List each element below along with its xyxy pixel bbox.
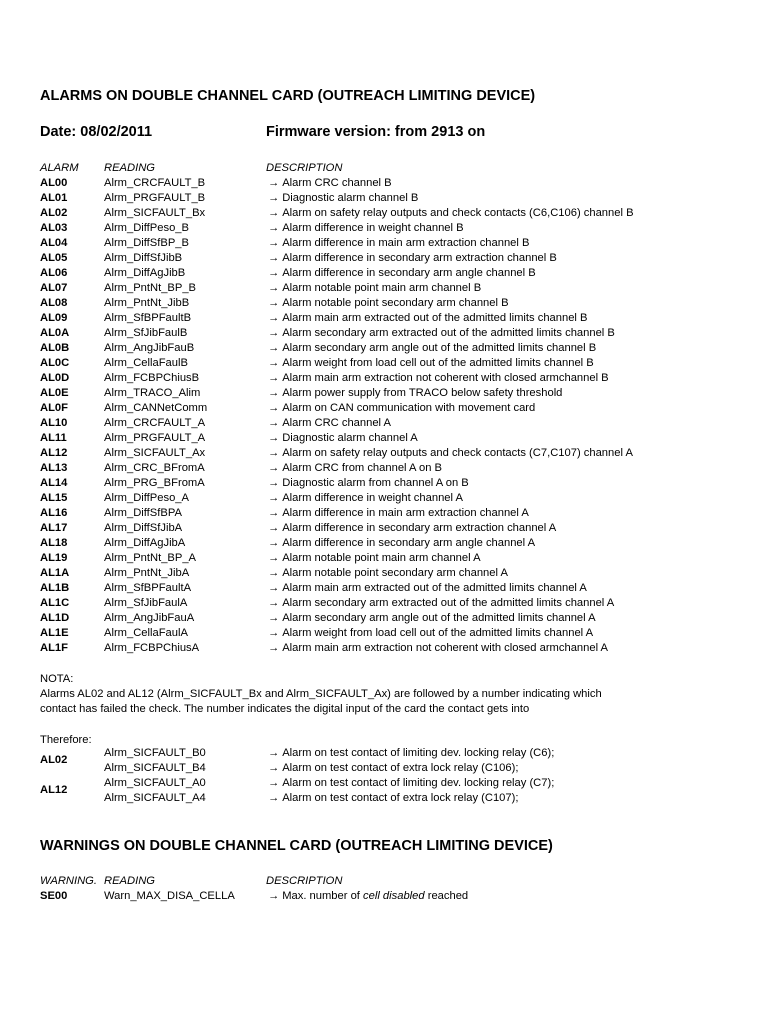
therefore-row bbox=[0, 761, 768, 776]
alarm-row bbox=[0, 326, 768, 341]
alarm-row bbox=[0, 416, 768, 431]
alarm-description-text: Alarm weight from load cell out of the admitted limits channel B bbox=[282, 357, 594, 369]
alarm-reading: Alrm_DiffPeso_A bbox=[104, 492, 189, 504]
alarm-code: AL07 bbox=[40, 282, 68, 294]
alarm-description bbox=[268, 641, 608, 655]
therefore-description bbox=[268, 761, 518, 775]
alarm-description-text: Alarm difference in weight channel B bbox=[282, 222, 464, 234]
alarm-description-text: Diagnostic alarm channel A bbox=[282, 432, 418, 444]
therefore-description-text: Alarm on test contact of extra lock relay (C106); bbox=[282, 762, 519, 774]
alarm-description-text: Alarm secondary arm angle out of the admitted limits channel B bbox=[282, 342, 597, 354]
arrow-icon: → bbox=[268, 402, 280, 414]
alarm-description bbox=[268, 446, 633, 460]
alarm-description bbox=[268, 611, 596, 625]
alarm-reading: Alrm_AngJibFauB bbox=[104, 342, 195, 354]
arrow-icon: → bbox=[268, 267, 280, 279]
firmware-version-text: Firmware version: from 2913 on bbox=[266, 124, 486, 140]
alarm-code: AL11 bbox=[40, 432, 67, 444]
alarm-description bbox=[268, 341, 596, 355]
alarm-description-text: Alarm difference in secondary arm extraction channel A bbox=[282, 522, 557, 534]
alarm-row bbox=[0, 461, 768, 476]
alarm-reading: Alrm_PRGFAULT_A bbox=[104, 432, 206, 444]
alarm-row bbox=[0, 281, 768, 296]
alarm-description-text: Alarm secondary arm extracted out of the admitted limits channel B bbox=[282, 327, 615, 339]
alarm-description-text: Alarm notable point secondary arm channel A bbox=[282, 567, 508, 579]
therefore-description bbox=[268, 791, 518, 805]
alarm-description-text: Alarm secondary arm angle out of the admitted limits channel A bbox=[282, 612, 596, 624]
alarm-reading: Alrm_CRCFAULT_B bbox=[104, 177, 206, 189]
alarm-row bbox=[0, 641, 768, 656]
alarm-description-text: Alarm power supply from TRACO below safety threshold bbox=[282, 387, 563, 399]
therefore-description-text: Alarm on test contact of limiting dev. locking relay (C6); bbox=[282, 747, 555, 759]
alarm-reading: Alrm_DiffAgJibA bbox=[104, 537, 186, 549]
warning-desc-italic: cell disabled bbox=[363, 890, 425, 902]
arrow-icon: → bbox=[268, 282, 280, 294]
alarm-row bbox=[0, 446, 768, 461]
warnings-title: WARNINGS ON DOUBLE CHANNEL CARD (OUTREACH LIMITING DEVICE) bbox=[40, 838, 553, 854]
alarm-code: AL09 bbox=[40, 312, 68, 324]
alarm-code: AL14 bbox=[40, 477, 68, 489]
therefore-description bbox=[268, 746, 554, 760]
alarm-description bbox=[268, 296, 509, 310]
reading-column-header: READING bbox=[104, 162, 155, 174]
alarm-row bbox=[0, 521, 768, 536]
arrow-icon: → bbox=[268, 177, 280, 189]
alarm-code: AL0C bbox=[40, 357, 70, 369]
alarm-description bbox=[268, 191, 418, 205]
alarm-code: AL0A bbox=[40, 327, 70, 339]
alarm-column-header: ALARM bbox=[40, 162, 79, 174]
alarm-description bbox=[268, 371, 609, 385]
alarm-reading: Alrm_CellaFaulA bbox=[104, 627, 188, 639]
alarm-description bbox=[268, 236, 529, 250]
alarm-reading: Alrm_SfJibFaulB bbox=[104, 327, 188, 339]
alarm-description-text: Alarm difference in secondary arm angle channel B bbox=[282, 267, 536, 279]
arrow-icon: → bbox=[268, 552, 280, 564]
arrow-icon: → bbox=[268, 387, 280, 399]
alarm-code: AL16 bbox=[40, 507, 68, 519]
alarm-description-text: Alarm main arm extraction not coherent with closed armchannel B bbox=[282, 372, 609, 384]
alarm-description bbox=[268, 491, 463, 505]
alarm-description bbox=[268, 401, 535, 415]
arrow-icon: → bbox=[268, 477, 280, 489]
arrow-icon: → bbox=[268, 522, 280, 534]
nota-line-1: Alarms AL02 and AL12 (Alrm_SICFAULT_Bx and Alrm_SICFAULT_Ax) are followed by a number indicating which bbox=[40, 688, 602, 700]
therefore-description-text: Alarm on test contact of limiting dev. locking relay (C7); bbox=[282, 777, 555, 789]
alarm-description-text: Alarm weight from load cell out of the admitted limits channel A bbox=[282, 627, 594, 639]
arrow-icon: → bbox=[268, 747, 280, 759]
alarm-description bbox=[268, 206, 634, 220]
therefore-reading: Alrm_SICFAULT_B4 bbox=[104, 762, 206, 774]
therefore-alarm-code: AL12 bbox=[40, 784, 68, 796]
alarm-code: AL04 bbox=[40, 237, 68, 249]
alarm-description bbox=[268, 476, 469, 490]
alarm-code: AL0F bbox=[40, 402, 68, 414]
alarm-reading: Alrm_CANNetComm bbox=[104, 402, 208, 414]
warning-code: SE00 bbox=[40, 890, 68, 902]
warning-reading-column-header: READING bbox=[104, 875, 155, 887]
therefore-row bbox=[0, 776, 768, 791]
arrow-icon: → bbox=[268, 597, 280, 609]
alarm-description-text: Alarm difference in weight channel A bbox=[282, 492, 463, 504]
arrow-icon: → bbox=[268, 447, 280, 459]
alarm-reading: Alrm_CRCFAULT_A bbox=[104, 417, 206, 429]
alarm-row bbox=[0, 356, 768, 371]
alarm-description bbox=[268, 566, 508, 580]
alarm-code: AL1E bbox=[40, 627, 69, 639]
alarm-reading: Alrm_DiffSfBP_B bbox=[104, 237, 189, 249]
arrow-icon: → bbox=[268, 462, 280, 474]
alarm-reading: Alrm_DiffPeso_B bbox=[104, 222, 189, 234]
alarm-description bbox=[268, 356, 594, 370]
alarm-row bbox=[0, 626, 768, 641]
alarm-description-text: Alarm on CAN communication with movement card bbox=[282, 402, 536, 414]
alarm-description bbox=[268, 596, 614, 610]
date-firmware-row bbox=[40, 124, 486, 140]
arrow-icon: → bbox=[268, 207, 280, 219]
alarm-row bbox=[0, 251, 768, 266]
arrow-icon: → bbox=[268, 327, 280, 339]
arrow-icon: → bbox=[268, 890, 280, 902]
alarm-code: AL0E bbox=[40, 387, 69, 399]
alarm-code: AL1B bbox=[40, 582, 70, 594]
alarm-description-text: Alarm CRC channel B bbox=[282, 177, 392, 189]
alarm-code: AL18 bbox=[40, 537, 68, 549]
alarm-row bbox=[0, 311, 768, 326]
alarm-description bbox=[268, 551, 481, 565]
alarm-row bbox=[0, 596, 768, 611]
warning-description bbox=[268, 889, 468, 903]
alarm-row bbox=[0, 476, 768, 491]
alarm-description-text: Alarm difference in main arm extraction channel B bbox=[282, 237, 530, 249]
nota-line-2: contact has failed the check. The number indicates the digital input of the card the contact gets into bbox=[40, 703, 530, 715]
alarm-code: AL08 bbox=[40, 297, 68, 309]
arrow-icon: → bbox=[268, 627, 280, 639]
therefore-table bbox=[0, 746, 768, 806]
alarm-reading: Alrm_DiffSfBPA bbox=[104, 507, 182, 519]
alarm-description bbox=[268, 281, 481, 295]
alarm-description bbox=[268, 461, 442, 475]
arrow-icon: → bbox=[268, 612, 280, 624]
alarm-description bbox=[268, 431, 418, 445]
alarm-description-text: Alarm notable point main arm channel A bbox=[282, 552, 481, 564]
therefore-description-text: Alarm on test contact of extra lock relay (C107); bbox=[282, 792, 519, 804]
alarm-code: AL12 bbox=[40, 447, 68, 459]
alarm-description bbox=[268, 311, 588, 325]
alarm-reading: Alrm_PRGFAULT_B bbox=[104, 192, 206, 204]
alarm-description-text: Alarm CRC from channel A on B bbox=[282, 462, 442, 474]
alarm-description bbox=[268, 386, 562, 400]
therefore-reading: Alrm_SICFAULT_B0 bbox=[104, 747, 206, 759]
arrow-icon: → bbox=[268, 312, 280, 324]
alarm-row bbox=[0, 341, 768, 356]
alarm-reading: Alrm_AngJibFauA bbox=[104, 612, 195, 624]
arrow-icon: → bbox=[268, 762, 280, 774]
alarm-description bbox=[268, 626, 593, 640]
therefore-row bbox=[0, 791, 768, 806]
arrow-icon: → bbox=[268, 297, 280, 309]
alarm-reading: Alrm_DiffAgJibB bbox=[104, 267, 186, 279]
warning-reading: Warn_MAX_DISA_CELLA bbox=[104, 890, 235, 902]
alarm-description-text: Alarm on safety relay outputs and check contacts (C7,C107) channel A bbox=[282, 447, 633, 459]
alarm-code: AL17 bbox=[40, 522, 68, 534]
alarm-row bbox=[0, 401, 768, 416]
alarm-code: AL0D bbox=[40, 372, 70, 384]
alarm-reading: Alrm_FCBPChiusB bbox=[104, 372, 200, 384]
alarm-reading: Alrm_PntNt_JibB bbox=[104, 297, 190, 309]
description-column-header: DESCRIPTION bbox=[266, 162, 343, 174]
alarm-description-text: Alarm difference in main arm extraction channel A bbox=[282, 507, 529, 519]
nota-label: NOTA: bbox=[40, 673, 74, 685]
arrow-icon: → bbox=[268, 237, 280, 249]
alarm-code: AL1C bbox=[40, 597, 70, 609]
alarm-row bbox=[0, 236, 768, 251]
arrow-icon: → bbox=[268, 537, 280, 549]
alarm-reading: Alrm_FCBPChiusA bbox=[104, 642, 200, 654]
arrow-icon: → bbox=[268, 642, 280, 654]
alarm-row bbox=[0, 191, 768, 206]
alarm-reading: Alrm_PntNt_BP_A bbox=[104, 552, 197, 564]
alarm-description-text: Alarm on safety relay outputs and check contacts (C6,C106) channel B bbox=[282, 207, 634, 219]
alarm-code: AL06 bbox=[40, 267, 68, 279]
warning-column-header: WARNING. bbox=[40, 875, 97, 887]
alarm-row bbox=[0, 296, 768, 311]
alarm-description-text: Alarm CRC channel A bbox=[282, 417, 391, 429]
alarm-description-text: Alarm secondary arm extracted out of the admitted limits channel A bbox=[282, 597, 615, 609]
therefore-row bbox=[0, 746, 768, 761]
alarm-row bbox=[0, 431, 768, 446]
therefore-reading: Alrm_SICFAULT_A0 bbox=[104, 777, 206, 789]
therefore-label: Therefore: bbox=[40, 734, 92, 746]
alarm-code: AL10 bbox=[40, 417, 68, 429]
alarm-row bbox=[0, 176, 768, 191]
alarm-description-text: Diagnostic alarm from channel A on B bbox=[282, 477, 469, 489]
alarm-code: AL02 bbox=[40, 207, 68, 219]
alarm-reading: Alrm_DiffSfJibA bbox=[104, 522, 183, 534]
arrow-icon: → bbox=[268, 357, 280, 369]
alarm-description bbox=[268, 581, 587, 595]
alarm-row bbox=[0, 206, 768, 221]
alarm-row bbox=[0, 386, 768, 401]
therefore-description bbox=[268, 776, 554, 790]
alarm-code: AL1F bbox=[40, 642, 68, 654]
warning-desc-before: Max. number of bbox=[282, 890, 364, 902]
alarm-reading: Alrm_SICFAULT_Bx bbox=[104, 207, 206, 219]
alarm-reading: Alrm_PRG_BFromA bbox=[104, 477, 205, 489]
alarm-description-text: Diagnostic alarm channel B bbox=[282, 192, 419, 204]
alarm-code: AL03 bbox=[40, 222, 68, 234]
alarm-row bbox=[0, 371, 768, 386]
alarm-description bbox=[268, 326, 615, 340]
alarm-description bbox=[268, 536, 535, 550]
alarm-code: AL1A bbox=[40, 567, 70, 579]
alarm-reading: Alrm_TRACO_Alim bbox=[104, 387, 201, 399]
arrow-icon: → bbox=[268, 567, 280, 579]
arrow-icon: → bbox=[268, 582, 280, 594]
alarm-description-text: Alarm notable point main arm channel B bbox=[282, 282, 482, 294]
alarm-description-text: Alarm main arm extracted out of the admitted limits channel A bbox=[282, 582, 587, 594]
alarm-reading: Alrm_PntNt_BP_B bbox=[104, 282, 197, 294]
alarm-row bbox=[0, 266, 768, 281]
alarm-description bbox=[268, 266, 536, 280]
alarm-description bbox=[268, 176, 392, 190]
warning-row bbox=[0, 889, 768, 904]
alarm-reading: Alrm_SICFAULT_Ax bbox=[104, 447, 206, 459]
alarm-code: AL13 bbox=[40, 462, 68, 474]
alarm-reading: Alrm_PntNt_JibA bbox=[104, 567, 190, 579]
arrow-icon: → bbox=[268, 417, 280, 429]
alarm-code: AL15 bbox=[40, 492, 68, 504]
alarm-table bbox=[0, 176, 768, 656]
alarm-reading: Alrm_SfBPFaultA bbox=[104, 582, 192, 594]
alarm-code: AL05 bbox=[40, 252, 68, 264]
therefore-reading: Alrm_SICFAULT_A4 bbox=[104, 792, 206, 804]
alarm-description-text: Alarm difference in secondary arm angle channel A bbox=[282, 537, 536, 549]
alarm-reading: Alrm_SfBPFaultB bbox=[104, 312, 192, 324]
alarm-row bbox=[0, 551, 768, 566]
alarm-row bbox=[0, 491, 768, 506]
alarm-description-text: Alarm main arm extraction not coherent with closed armchannel A bbox=[282, 642, 609, 654]
alarm-description-text: Alarm difference in secondary arm extraction channel B bbox=[282, 252, 557, 264]
alarm-description-text: Alarm main arm extracted out of the admitted limits channel B bbox=[282, 312, 588, 324]
warning-description-column-header: DESCRIPTION bbox=[266, 875, 343, 887]
alarm-reading: Alrm_SfJibFaulA bbox=[104, 597, 188, 609]
alarm-row bbox=[0, 536, 768, 551]
date-text: Date: 08/02/2011 bbox=[40, 124, 153, 140]
alarm-code: AL00 bbox=[40, 177, 68, 189]
alarm-reading: Alrm_CRC_BFromA bbox=[104, 462, 205, 474]
alarm-reading: Alrm_CellaFaulB bbox=[104, 357, 188, 369]
warning-desc-after: reached bbox=[424, 890, 469, 902]
arrow-icon: → bbox=[268, 192, 280, 204]
arrow-icon: → bbox=[268, 792, 280, 804]
arrow-icon: → bbox=[268, 777, 280, 789]
arrow-icon: → bbox=[268, 507, 280, 519]
arrow-icon: → bbox=[268, 372, 280, 384]
alarm-description bbox=[268, 521, 556, 535]
alarm-code: AL19 bbox=[40, 552, 68, 564]
alarm-description bbox=[268, 506, 529, 520]
arrow-icon: → bbox=[268, 222, 280, 234]
alarm-description bbox=[268, 416, 391, 430]
alarm-code: AL01 bbox=[40, 192, 68, 204]
alarm-row bbox=[0, 581, 768, 596]
arrow-icon: → bbox=[268, 432, 280, 444]
alarm-row bbox=[0, 611, 768, 626]
therefore-alarm-code: AL02 bbox=[40, 754, 68, 766]
arrow-icon: → bbox=[268, 252, 280, 264]
alarm-description bbox=[268, 221, 464, 235]
arrow-icon: → bbox=[268, 492, 280, 504]
alarm-row bbox=[0, 506, 768, 521]
alarms-title: ALARMS ON DOUBLE CHANNEL CARD (OUTREACH LIMITING DEVICE) bbox=[40, 88, 536, 104]
alarm-reading: Alrm_DiffSfJibB bbox=[104, 252, 183, 264]
arrow-icon: → bbox=[268, 342, 280, 354]
alarm-description-text: Alarm notable point secondary arm channel B bbox=[282, 297, 509, 309]
alarm-code: AL1D bbox=[40, 612, 70, 624]
alarm-description bbox=[268, 251, 557, 265]
alarm-row bbox=[0, 566, 768, 581]
alarm-code: AL0B bbox=[40, 342, 70, 354]
alarm-row bbox=[0, 221, 768, 236]
